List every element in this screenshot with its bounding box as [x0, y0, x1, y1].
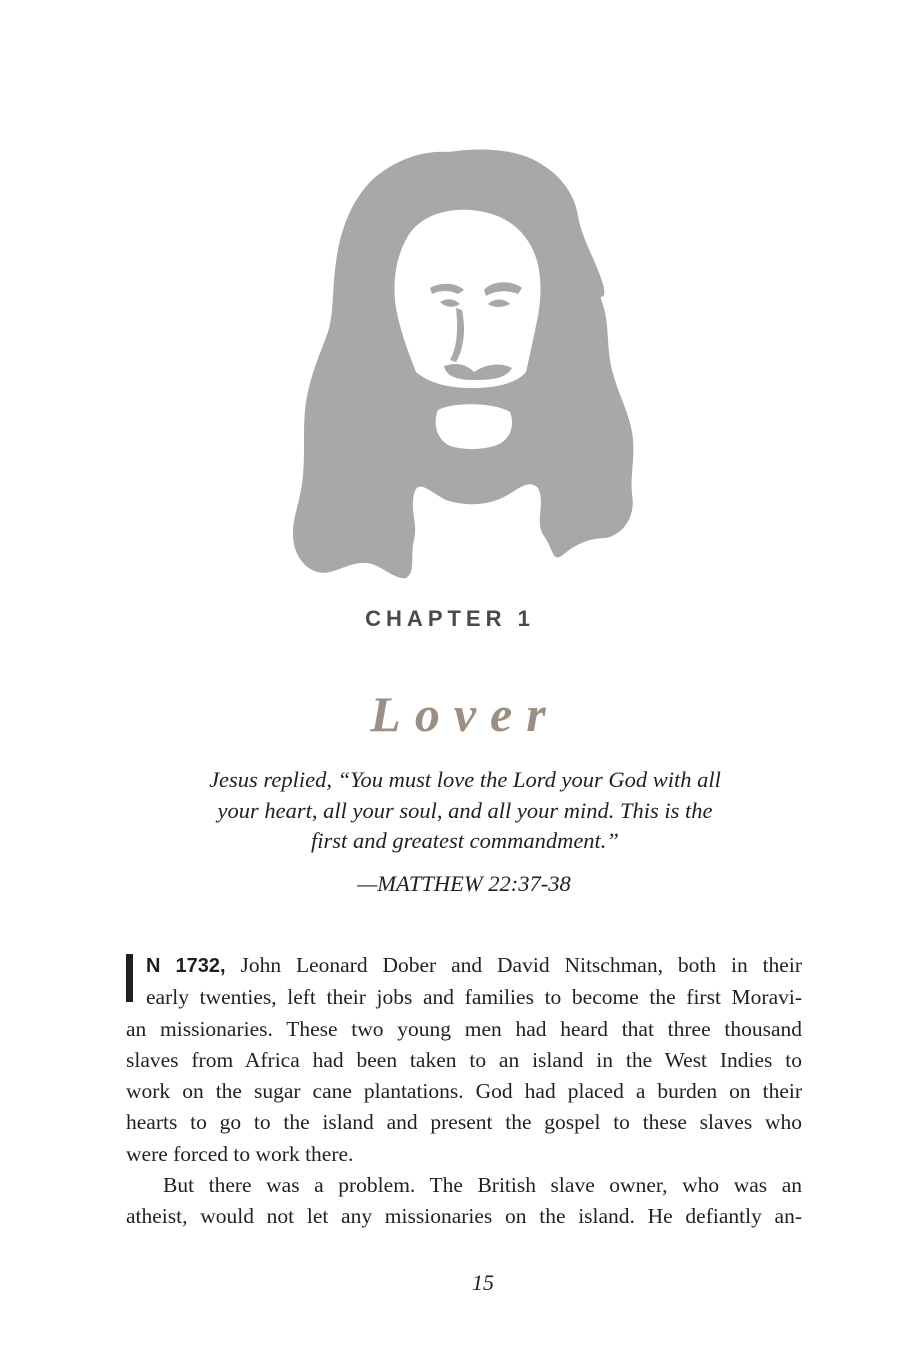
drop-cap-wrapper — [126, 954, 146, 1006]
text-line: work on the sugar cane plantations. God had placed a burden on their — [126, 1079, 802, 1104]
text-line: slaves from Africa had been taken to an island in the West Indies to — [126, 1047, 802, 1072]
paragraph — [126, 950, 802, 1170]
epigraph-attribution: —MATTHEW 22:37-38 — [357, 871, 571, 896]
epigraph-line: your heart, all your soul, and all your mind. This is the — [217, 797, 713, 823]
text-line: early twenties, left their jobs and families to become the first Moravi- — [146, 985, 802, 1010]
text-line: were forced to work there. — [126, 1141, 354, 1166]
text-line: hearts to go to the island and present the gospel to these slaves who — [126, 1110, 802, 1135]
text-line: an missionaries. These two young men had heard that three thousand — [126, 1016, 802, 1041]
lead-in: N 1732, — [146, 955, 226, 977]
chapter-label: CHAPTER 1 — [365, 606, 535, 631]
body-text — [126, 950, 802, 1233]
text-line-content: John Leonard Dober and David Nitschman, both in their — [240, 953, 802, 977]
text-line — [126, 950, 802, 982]
paragraph — [126, 1170, 802, 1233]
chapter-title: Lover — [370, 686, 560, 742]
page-number: 15 — [472, 1270, 494, 1295]
drop-cap — [126, 954, 133, 1002]
jesus-portrait-icon — [280, 140, 650, 590]
epigraph-line: first and greatest commandment.” — [311, 828, 619, 853]
epigraph — [150, 765, 780, 857]
text-line: atheist, would not let any missionaries on the island. He defiantly an- — [126, 1204, 802, 1229]
epigraph-line: Jesus replied, “You must love the Lord your God with all — [209, 767, 721, 792]
text-line: But there was a problem. The British slave owner, who was an — [163, 1173, 802, 1198]
